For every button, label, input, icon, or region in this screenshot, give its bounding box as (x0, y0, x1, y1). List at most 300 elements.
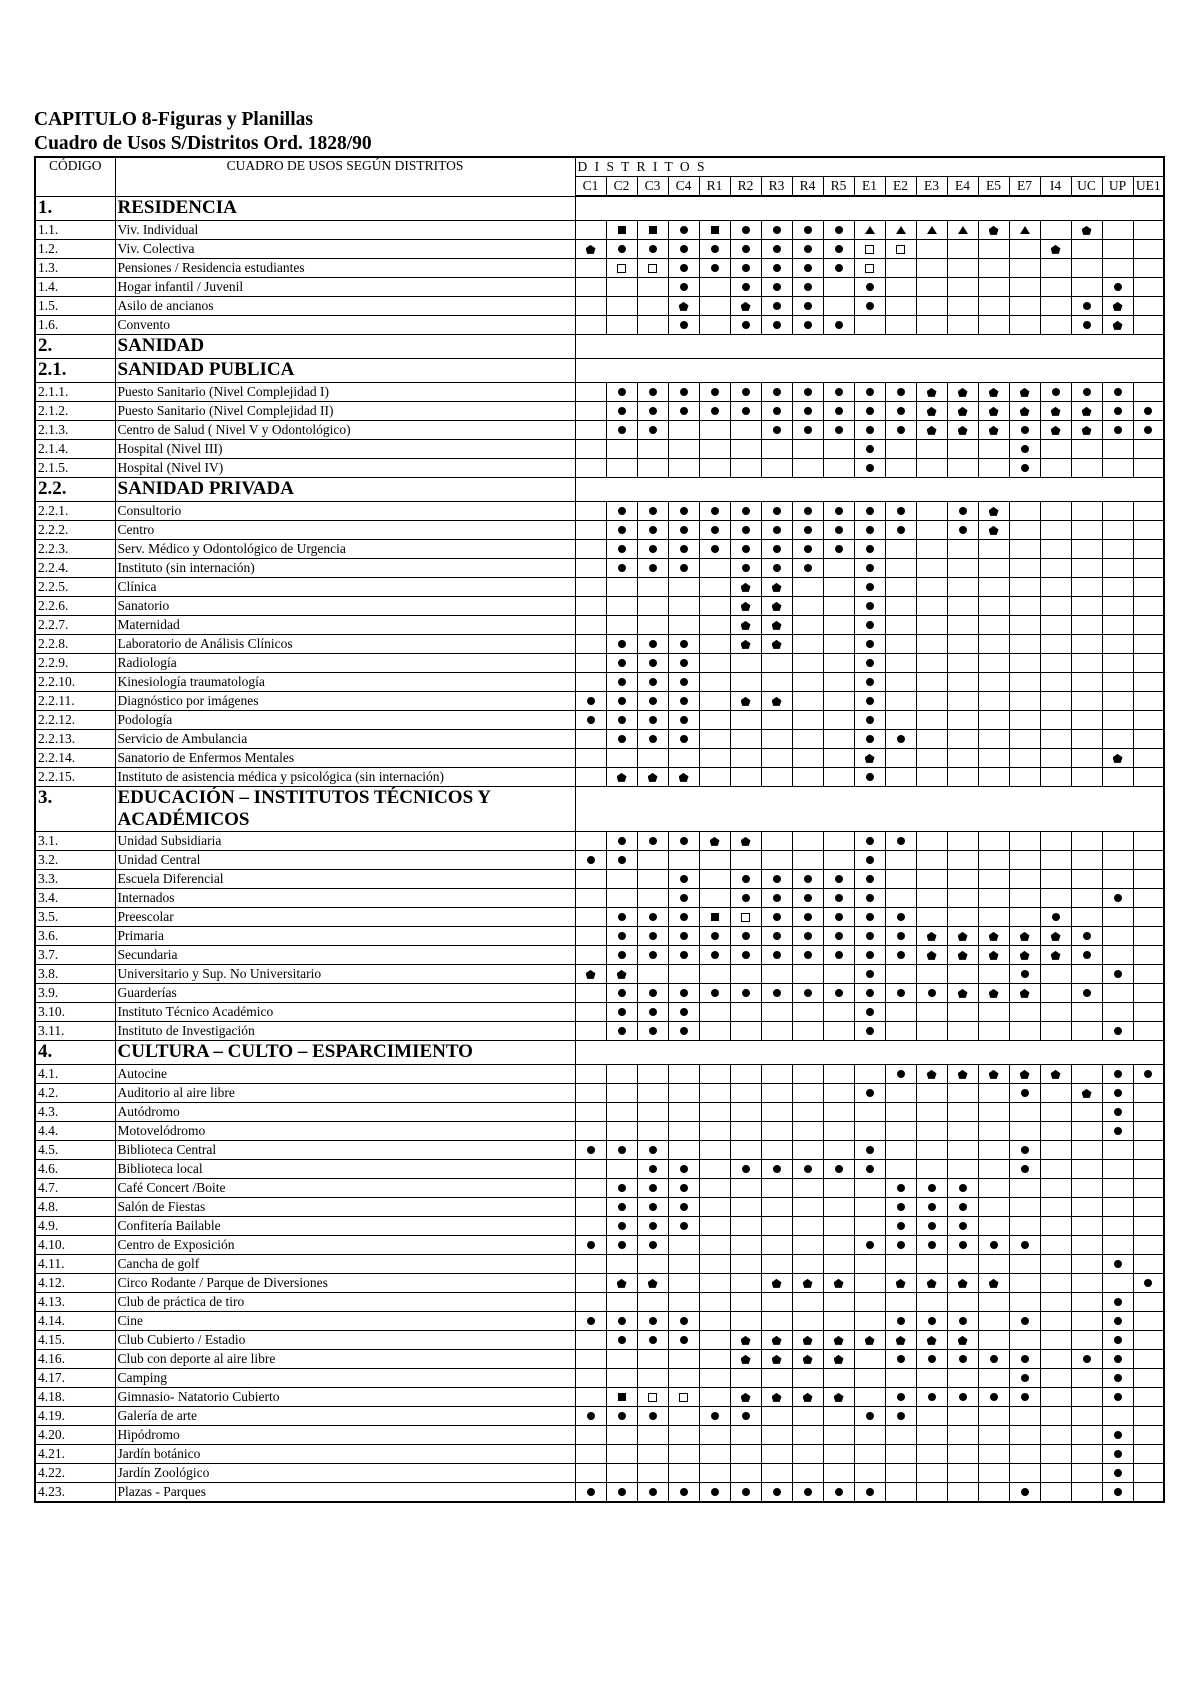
dot-icon (649, 659, 657, 667)
cell-e1 (854, 1387, 885, 1406)
dot-icon (1021, 1374, 1029, 1382)
cell-i4 (1040, 653, 1071, 672)
dot-icon (959, 526, 967, 534)
pentagon-icon (958, 989, 968, 998)
pentagon-icon (1113, 754, 1123, 763)
cell-i4 (1040, 382, 1071, 401)
cell-ue1 (1133, 382, 1164, 401)
dot-icon (680, 1222, 688, 1230)
cell-c1 (575, 1002, 606, 1021)
cell-r3 (761, 1482, 792, 1502)
cell-r3 (761, 458, 792, 477)
cell-r3 (761, 220, 792, 239)
dot-icon (680, 1336, 688, 1344)
dot-icon (649, 640, 657, 648)
dot-icon (1114, 894, 1122, 902)
row-description: Hipódromo (115, 1425, 575, 1444)
cell-e7 (1009, 239, 1040, 258)
dot-icon (835, 264, 843, 272)
cell-c4 (668, 420, 699, 439)
cell-r5 (823, 1121, 854, 1140)
square-icon (711, 913, 719, 921)
cell-i4 (1040, 615, 1071, 634)
dot-icon (1083, 302, 1091, 310)
cell-r3 (761, 539, 792, 558)
dot-icon (773, 913, 781, 921)
cell-e2 (885, 964, 916, 983)
cell-c2 (606, 1102, 637, 1121)
cell-e2 (885, 1387, 916, 1406)
section-blank-cell (575, 786, 1164, 831)
cell-e2 (885, 539, 916, 558)
cell-r2 (730, 239, 761, 258)
cell-up (1102, 748, 1133, 767)
cell-e2 (885, 558, 916, 577)
cell-e5 (978, 869, 1009, 888)
row-code: 2.2.5. (35, 577, 115, 596)
cell-c1 (575, 1178, 606, 1197)
cell-e1 (854, 1292, 885, 1311)
cell-e5 (978, 1444, 1009, 1463)
cell-c3 (637, 729, 668, 748)
cell-c4 (668, 577, 699, 596)
cell-e5 (978, 577, 1009, 596)
cell-e4 (947, 691, 978, 710)
cell-uc (1071, 520, 1102, 539)
table-row (35, 945, 1164, 964)
dot-icon (990, 1241, 998, 1249)
cell-r5 (823, 577, 854, 596)
cell-e1 (854, 1273, 885, 1292)
cell-r4 (792, 869, 823, 888)
dot-icon (866, 1146, 874, 1154)
dot-icon (680, 735, 688, 743)
page (34, 108, 1164, 1503)
cell-c4 (668, 439, 699, 458)
cell-i4 (1040, 501, 1071, 520)
cell-e7 (1009, 945, 1040, 964)
cell-e4 (947, 1273, 978, 1292)
cell-e4 (947, 1330, 978, 1349)
cell-e3 (916, 315, 947, 334)
cell-e5 (978, 831, 1009, 850)
cell-c4 (668, 401, 699, 420)
row-code: 2.2.14. (35, 748, 115, 767)
cell-e3 (916, 653, 947, 672)
cell-c2 (606, 277, 637, 296)
dot-icon (1114, 1089, 1122, 1097)
cell-up (1102, 1425, 1133, 1444)
cell-up (1102, 907, 1133, 926)
cell-r5 (823, 315, 854, 334)
cell-i4 (1040, 220, 1071, 239)
dot-icon (1021, 1393, 1029, 1401)
cell-e7 (1009, 596, 1040, 615)
pentagon-icon (586, 970, 596, 979)
cell-r4 (792, 615, 823, 634)
cell-e2 (885, 220, 916, 239)
table-row (35, 888, 1164, 907)
cell-r2 (730, 1368, 761, 1387)
row-description: Café Concert /Boite (115, 1178, 575, 1197)
cell-c2 (606, 615, 637, 634)
cell-r2 (730, 1444, 761, 1463)
dot-icon (866, 407, 874, 415)
cell-i4 (1040, 691, 1071, 710)
cell-r3 (761, 1444, 792, 1463)
pentagon-icon (772, 640, 782, 649)
row-description: Autocine (115, 1064, 575, 1083)
cell-uc (1071, 767, 1102, 786)
cell-e3 (916, 748, 947, 767)
cell-i4 (1040, 748, 1071, 767)
cell-c1 (575, 1197, 606, 1216)
cell-e5 (978, 1254, 1009, 1273)
cell-e1 (854, 577, 885, 596)
cell-c2 (606, 596, 637, 615)
cell-up (1102, 296, 1133, 315)
cell-e1 (854, 1235, 885, 1254)
cell-c4 (668, 1102, 699, 1121)
cell-e5 (978, 1140, 1009, 1159)
cell-e7 (1009, 520, 1040, 539)
row-description: Jardín botánico (115, 1444, 575, 1463)
cell-e4 (947, 1083, 978, 1102)
cell-r5 (823, 1292, 854, 1311)
cell-e2 (885, 1197, 916, 1216)
row-code: 1.6. (35, 315, 115, 334)
cell-e4 (947, 1387, 978, 1406)
cell-e7 (1009, 539, 1040, 558)
cell-e7 (1009, 1197, 1040, 1216)
dot-icon (1083, 989, 1091, 997)
row-description: Biblioteca local (115, 1159, 575, 1178)
dot-icon (649, 1222, 657, 1230)
cell-e5 (978, 748, 1009, 767)
cell-c4 (668, 1216, 699, 1235)
cell-e7 (1009, 1425, 1040, 1444)
cell-c3 (637, 748, 668, 767)
cell-r5 (823, 1482, 854, 1502)
dot-icon (742, 507, 750, 515)
cell-r4 (792, 672, 823, 691)
cell-r4 (792, 945, 823, 964)
cell-r4 (792, 1197, 823, 1216)
cell-e2 (885, 850, 916, 869)
cell-r3 (761, 296, 792, 315)
cell-r5 (823, 401, 854, 420)
cell-e3 (916, 1064, 947, 1083)
cell-r4 (792, 558, 823, 577)
row-code: 2.1.3. (35, 420, 115, 439)
cell-c2 (606, 1140, 637, 1159)
cell-c4 (668, 831, 699, 850)
dot-icon (804, 283, 812, 291)
cell-e4 (947, 653, 978, 672)
cell-c4 (668, 1463, 699, 1482)
cell-e3 (916, 296, 947, 315)
cell-c1 (575, 1387, 606, 1406)
cell-i4 (1040, 277, 1071, 296)
cell-c1 (575, 1140, 606, 1159)
cell-e3 (916, 1102, 947, 1121)
dot-icon (649, 716, 657, 724)
row-description: Hospital (Nivel III) (115, 439, 575, 458)
cell-i4 (1040, 1197, 1071, 1216)
dot-icon (1114, 1027, 1122, 1035)
dot-icon (680, 1008, 688, 1016)
cell-e5 (978, 1292, 1009, 1311)
cell-c1 (575, 1083, 606, 1102)
cell-e4 (947, 1463, 978, 1482)
district-header-r1: R1 (699, 177, 730, 197)
table-row (35, 458, 1164, 477)
cell-r2 (730, 258, 761, 277)
cell-e3 (916, 1216, 947, 1235)
cell-r1 (699, 382, 730, 401)
cell-r3 (761, 1197, 792, 1216)
cell-e1 (854, 1178, 885, 1197)
dot-icon (618, 1241, 626, 1249)
dot-icon (618, 407, 626, 415)
table-row (35, 258, 1164, 277)
cell-e3 (916, 1387, 947, 1406)
row-description: Motovelódromo (115, 1121, 575, 1140)
dot-icon (1021, 1355, 1029, 1363)
dot-icon (866, 1027, 874, 1035)
cell-c4 (668, 710, 699, 729)
row-description: Hospital (Nivel IV) (115, 458, 575, 477)
square-icon (618, 226, 626, 234)
dot-icon (1052, 388, 1060, 396)
cell-c1 (575, 539, 606, 558)
pentagon-icon (927, 407, 937, 416)
dot-icon (742, 1165, 750, 1173)
cell-r4 (792, 1482, 823, 1502)
dot-icon (1114, 1317, 1122, 1325)
cell-r5 (823, 501, 854, 520)
cell-c4 (668, 1482, 699, 1502)
dot-icon (959, 1317, 967, 1325)
cell-r2 (730, 1216, 761, 1235)
cell-r5 (823, 888, 854, 907)
cell-r4 (792, 239, 823, 258)
cell-r5 (823, 1254, 854, 1273)
cell-i4 (1040, 634, 1071, 653)
cell-r2 (730, 1102, 761, 1121)
dot-icon (1083, 1355, 1091, 1363)
dot-icon (742, 989, 750, 997)
cell-e7 (1009, 1159, 1040, 1178)
dot-icon (835, 913, 843, 921)
row-code: 1.3. (35, 258, 115, 277)
table-row (35, 501, 1164, 520)
row-code: 2.2.11. (35, 691, 115, 710)
cell-c4 (668, 1021, 699, 1040)
pentagon-icon (741, 1336, 751, 1345)
cell-i4 (1040, 869, 1071, 888)
cell-up (1102, 1216, 1133, 1235)
table-row (35, 767, 1164, 786)
pentagon-icon (679, 302, 689, 311)
cell-e1 (854, 964, 885, 983)
cell-c2 (606, 1159, 637, 1178)
cell-e5 (978, 615, 1009, 634)
cell-e1 (854, 315, 885, 334)
row-code: 2.2.10. (35, 672, 115, 691)
cell-ue1 (1133, 401, 1164, 420)
cell-e2 (885, 634, 916, 653)
cell-e2 (885, 729, 916, 748)
dot-icon (928, 1184, 936, 1192)
cell-c1 (575, 1482, 606, 1502)
cell-up (1102, 1178, 1133, 1197)
cell-i4 (1040, 596, 1071, 615)
cell-e7 (1009, 1406, 1040, 1425)
dot-icon (897, 989, 905, 997)
cell-r1 (699, 458, 730, 477)
cell-r3 (761, 748, 792, 767)
cell-e2 (885, 831, 916, 850)
dot-icon (680, 264, 688, 272)
dot-icon (649, 1412, 657, 1420)
row-code: 4.14. (35, 1311, 115, 1330)
cell-e1 (854, 539, 885, 558)
dot-icon (618, 545, 626, 553)
dot-icon (773, 426, 781, 434)
cell-i4 (1040, 983, 1071, 1002)
dot-icon (866, 640, 874, 648)
dot-icon (773, 407, 781, 415)
cell-i4 (1040, 558, 1071, 577)
cell-e1 (854, 983, 885, 1002)
cell-e1 (854, 1311, 885, 1330)
row-description: Internados (115, 888, 575, 907)
cell-e7 (1009, 850, 1040, 869)
cell-e7 (1009, 748, 1040, 767)
cell-r1 (699, 653, 730, 672)
cell-ue1 (1133, 1002, 1164, 1021)
cell-r4 (792, 1159, 823, 1178)
cell-c1 (575, 420, 606, 439)
dot-icon (742, 264, 750, 272)
pentagon-icon (803, 1279, 813, 1288)
cell-e2 (885, 458, 916, 477)
pentagon-icon (1082, 1089, 1092, 1098)
cell-r1 (699, 1102, 730, 1121)
cell-up (1102, 1235, 1133, 1254)
cell-c3 (637, 907, 668, 926)
cell-e7 (1009, 1292, 1040, 1311)
pentagon-icon (1051, 407, 1061, 416)
district-header-up: UP (1102, 177, 1133, 197)
cell-e4 (947, 1482, 978, 1502)
cell-e2 (885, 1425, 916, 1444)
cell-r4 (792, 1021, 823, 1040)
cell-c4 (668, 458, 699, 477)
cell-c3 (637, 615, 668, 634)
table-row (35, 907, 1164, 926)
cell-r3 (761, 850, 792, 869)
cell-r4 (792, 1235, 823, 1254)
cell-c1 (575, 1425, 606, 1444)
row-code: 4.9. (35, 1216, 115, 1235)
cell-r4 (792, 420, 823, 439)
cell-uc (1071, 1254, 1102, 1273)
cell-e2 (885, 691, 916, 710)
cell-ue1 (1133, 748, 1164, 767)
dot-icon (618, 913, 626, 921)
cell-c2 (606, 1406, 637, 1425)
cell-r3 (761, 1121, 792, 1140)
cell-i4 (1040, 1083, 1071, 1102)
row-description: Centro de Salud ( Nivel V y Odontológico) (115, 420, 575, 439)
row-code: 4.16. (35, 1349, 115, 1368)
row-description: Universitario y Sup. No Universitario (115, 964, 575, 983)
open-square-icon (648, 1393, 657, 1402)
pentagon-icon (958, 1070, 968, 1079)
cell-e5 (978, 926, 1009, 945)
cell-e4 (947, 1064, 978, 1083)
cell-e4 (947, 1235, 978, 1254)
table-row (35, 1102, 1164, 1121)
triangle-icon (958, 226, 968, 234)
cell-ue1 (1133, 653, 1164, 672)
cell-e5 (978, 1121, 1009, 1140)
cell-r5 (823, 907, 854, 926)
cell-ue1 (1133, 1121, 1164, 1140)
section-blank-cell (575, 477, 1164, 501)
cell-up (1102, 767, 1133, 786)
cell-c2 (606, 1254, 637, 1273)
cell-e2 (885, 1482, 916, 1502)
row-code: 3. (35, 786, 115, 831)
dot-icon (618, 951, 626, 959)
dot-icon (618, 1488, 626, 1496)
cell-i4 (1040, 1159, 1071, 1178)
cell-c1 (575, 983, 606, 1002)
cell-c4 (668, 220, 699, 239)
pentagon-icon (772, 1279, 782, 1288)
dot-icon (866, 773, 874, 781)
section-row (35, 786, 1164, 831)
cell-c1 (575, 831, 606, 850)
dot-icon (804, 426, 812, 434)
cell-e4 (947, 558, 978, 577)
cell-e2 (885, 1292, 916, 1311)
cell-e5 (978, 653, 1009, 672)
cell-i4 (1040, 1444, 1071, 1463)
dot-icon (773, 226, 781, 234)
dot-icon (804, 913, 812, 921)
cell-r1 (699, 277, 730, 296)
row-code: 2.2.9. (35, 653, 115, 672)
cell-c2 (606, 401, 637, 420)
row-description: Circo Rodante / Parque de Diversiones (115, 1273, 575, 1292)
dot-icon (680, 1184, 688, 1192)
cell-e5 (978, 1330, 1009, 1349)
cell-e4 (947, 258, 978, 277)
pentagon-icon (772, 621, 782, 630)
dot-icon (618, 507, 626, 515)
cell-e3 (916, 1482, 947, 1502)
cell-r4 (792, 1387, 823, 1406)
table-row (35, 1444, 1164, 1463)
cell-e2 (885, 1406, 916, 1425)
cell-uc (1071, 382, 1102, 401)
cell-r1 (699, 296, 730, 315)
pentagon-icon (741, 697, 751, 706)
